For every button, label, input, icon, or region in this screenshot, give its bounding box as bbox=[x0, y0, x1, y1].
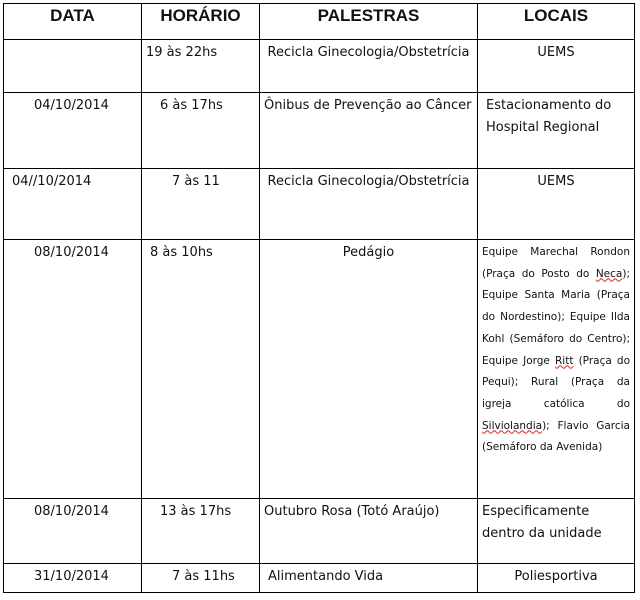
table-row bbox=[4, 93, 635, 169]
talk-cell: Pedágio bbox=[260, 240, 478, 499]
table-row bbox=[4, 564, 635, 593]
table-row bbox=[4, 169, 635, 240]
place-cell: UEMS bbox=[478, 169, 635, 240]
place-text: Neca bbox=[595, 267, 623, 280]
place-cell bbox=[478, 240, 635, 499]
time-cell: 13 às 17hs bbox=[142, 499, 260, 564]
header-data: DATA bbox=[4, 4, 142, 40]
schedule-table bbox=[3, 3, 635, 593]
place-text: ); Equipe Santa Maria (Praça do Nordestino); Equipe Ilda Kohl (Semáforo do Centro); Equipe Jorge bbox=[482, 267, 630, 367]
header-palestras: PALESTRAS bbox=[260, 4, 478, 40]
talk-cell: Alimentando Vida bbox=[260, 564, 478, 593]
place-cell: Especificamente dentro da unidade bbox=[478, 499, 635, 564]
table-row bbox=[4, 40, 635, 93]
place-cell: Poliesportiva bbox=[478, 564, 635, 593]
table-row bbox=[4, 499, 635, 564]
place-cell: Estacionamento do Hospital Regional bbox=[478, 93, 635, 169]
time-cell: 7 às 11hs bbox=[142, 564, 260, 593]
talk-cell: Recicla Ginecologia/Obstetrícia bbox=[260, 40, 478, 93]
header-locais: LOCAIS bbox=[478, 4, 635, 40]
date-cell: 31/10/2014 bbox=[4, 564, 142, 593]
place-text: Silviolandia bbox=[482, 419, 543, 432]
place-text: ); Flavio Garcia (Semáforo da Avenida) bbox=[482, 419, 630, 454]
talk-cell: Ônibus de Prevenção ao Câncer bbox=[260, 93, 478, 169]
talk-cell: Outubro Rosa (Totó Araújo) bbox=[260, 499, 478, 564]
date-cell: 04/10/2014 bbox=[4, 93, 142, 169]
date-cell: 04//10/2014 bbox=[4, 169, 142, 240]
time-cell: 7 às 11 bbox=[142, 169, 260, 240]
place-text: Ritt bbox=[555, 354, 574, 367]
date-cell: 08/10/2014 bbox=[4, 499, 142, 564]
talk-cell: Recicla Ginecologia/Obstetrícia bbox=[260, 169, 478, 240]
time-cell: 6 às 17hs bbox=[142, 93, 260, 169]
header-row bbox=[4, 4, 635, 40]
time-cell: 19 às 22hs bbox=[142, 40, 260, 93]
place-text: Equipe Marechal Rondon (Praça do Posto do bbox=[482, 246, 630, 280]
place-text: (Praça do Pequi); Rural (Praça da igreja católica do bbox=[482, 354, 630, 410]
date-cell: 08/10/2014 bbox=[4, 240, 142, 499]
place-cell: UEMS bbox=[478, 40, 635, 93]
header-horario: HORÁRIO bbox=[142, 4, 260, 40]
table-row bbox=[4, 240, 635, 499]
date-cell bbox=[4, 40, 142, 93]
time-cell: 8 às 10hs bbox=[142, 240, 260, 499]
